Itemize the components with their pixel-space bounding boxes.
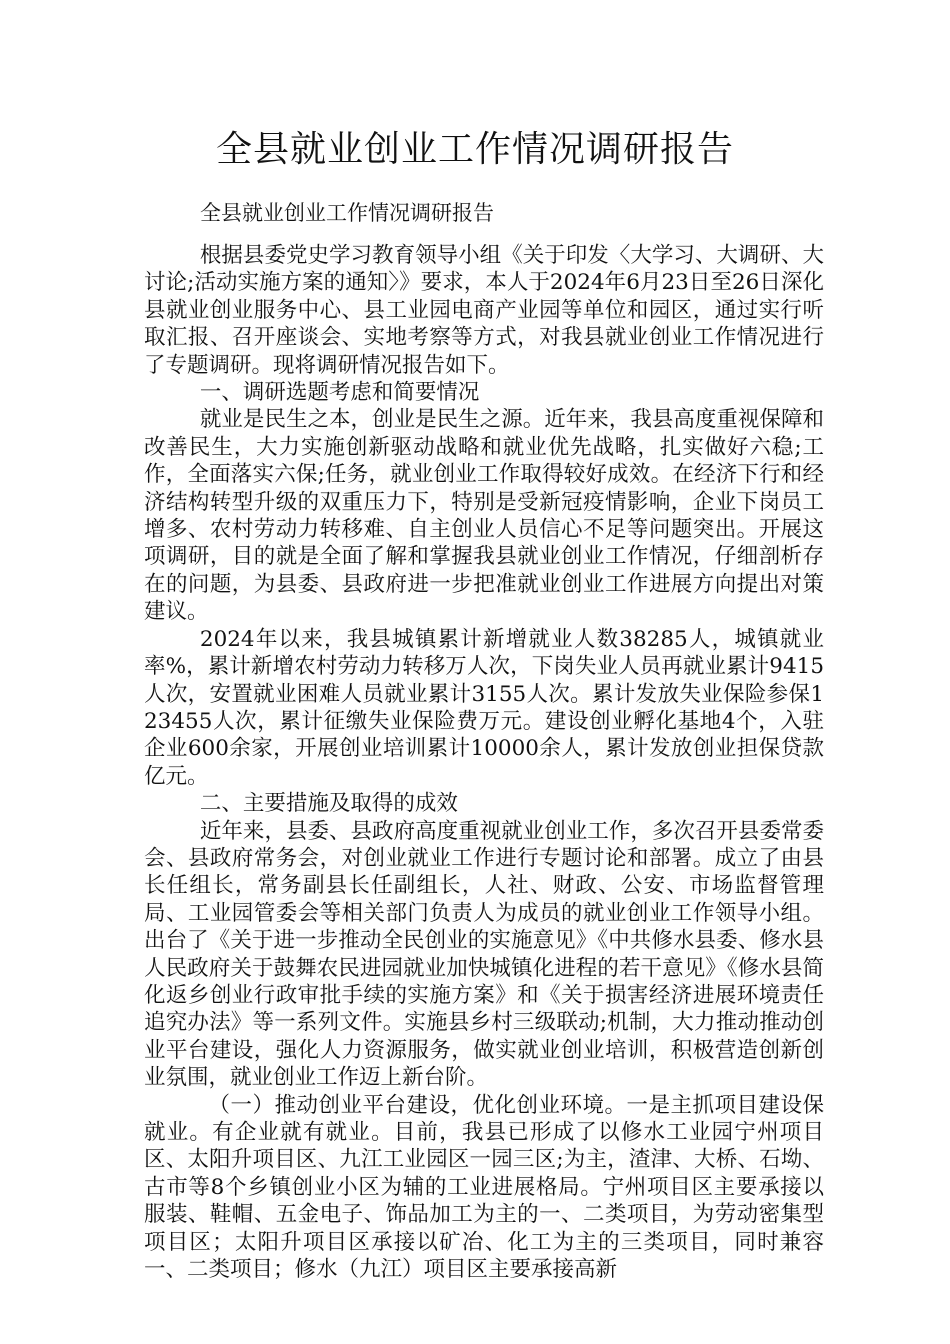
intro-paragraph: 根据县委党史学习教育领导小组《关于印发〈大学习、大调研、大讨论;活动实施方案的通知〉》要求，本人于2024年6月23日至26日深化县就业创业服务中心、县工业园电商产业园等单位和园区，通过实行听取汇报、召开座谈会、实地考察等方式，对我县就业创业工作情况进行了专题调研。现将调研情况报告如下。 bbox=[144, 243, 824, 378]
body-paragraph: 近年来，县委、县政府高度重视就业创业工作，多次召开县委常委会、县政府常务会，对创业就业工作进行专题讨论和部署。成立了由县长任组长，常务副县长任副组长，人社、财政、公安、市场监督管理局、工业园管委会等相关部门负责人为成员的就业创业工作领导小组。出台了《关于进一步推动全民创业的实施意见》《中共修水县委、修水县人民政府关于鼓舞农民进园就业加快城镇化进程的若干意见》《修水县简化返乡创业行政审批手续的实施方案》和《关于损害经济进展环境责任追究办法》等一系列文件。实施县乡村三级联动;机制，大力推动推动创业平台建设，强化人力资源服务，做实就业创业培训，积极营造创新创业氛围，就业创业工作迈上新台阶。 bbox=[144, 818, 824, 1091]
document-body bbox=[144, 242, 824, 1283]
subsection-paragraph: （一）推动创业平台建设，优化创业环境。一是主抓项目建设保就业。有企业就有就业。目前，我县已形成了以修水工业园宁州项目区、太阳升项目区、九江工业园区一园三区;为主，渣津、大桥、石坳、古市等8个乡镇创业小区为辅的工业进展格局。宁州项目区主要承接以服装、鞋帽、五金电子、饰品加工为主的一、二类项目，为劳动密集型项目区；太阳升项目区承接以矿冶、化工为主的三类项目，同时兼容一、二类项目；修水（九江）项目区主要承接高新 bbox=[144, 1092, 824, 1283]
section-heading-1: 一、调研选题考虑和简要情况 bbox=[199, 380, 480, 406]
document-subtitle: 全县就业创业工作情况调研报告 bbox=[200, 201, 494, 225]
body-paragraph: 2024年以来，我县城镇累计新增就业人数38285人，城镇就业率%，累计新增农村劳动力转移万人次，下岗失业人员再就业累计9415人次，安置就业困难人员就业累计3155人次。累计发放失业保险参保123455人次，累计征缴失业保险费万元。建设创业孵化基地4个，入驻企业600余家，开展创业培训累计10000余人，累计发放创业担保贷款亿元。 bbox=[144, 626, 824, 789]
body-paragraph: 就业是民生之本，创业是民生之源。近年来，我县高度重视保障和改善民生，大力实施创新驱动战略和就业优先战略，扎实做好六稳;工作，全面落实六保;任务，就业创业工作取得较好成效。在经济下行和经济结构转型升级的双重压力下，特别是受新冠疫情影响，企业下岗员工增多、农村劳动力转移难、自主创业人员信心不足等问题突出。开展这项调研，目的就是全面了解和掌握我县就业创业工作情况，仔细剖析存在的问题，为县委、县政府进一步把准就业创业工作进展方向提出对策建议。 bbox=[144, 407, 824, 625]
document-title: 全县就业创业工作情况调研报告 bbox=[215, 129, 734, 170]
section-heading-2: 二、主要措施及取得的成效 bbox=[199, 791, 458, 817]
